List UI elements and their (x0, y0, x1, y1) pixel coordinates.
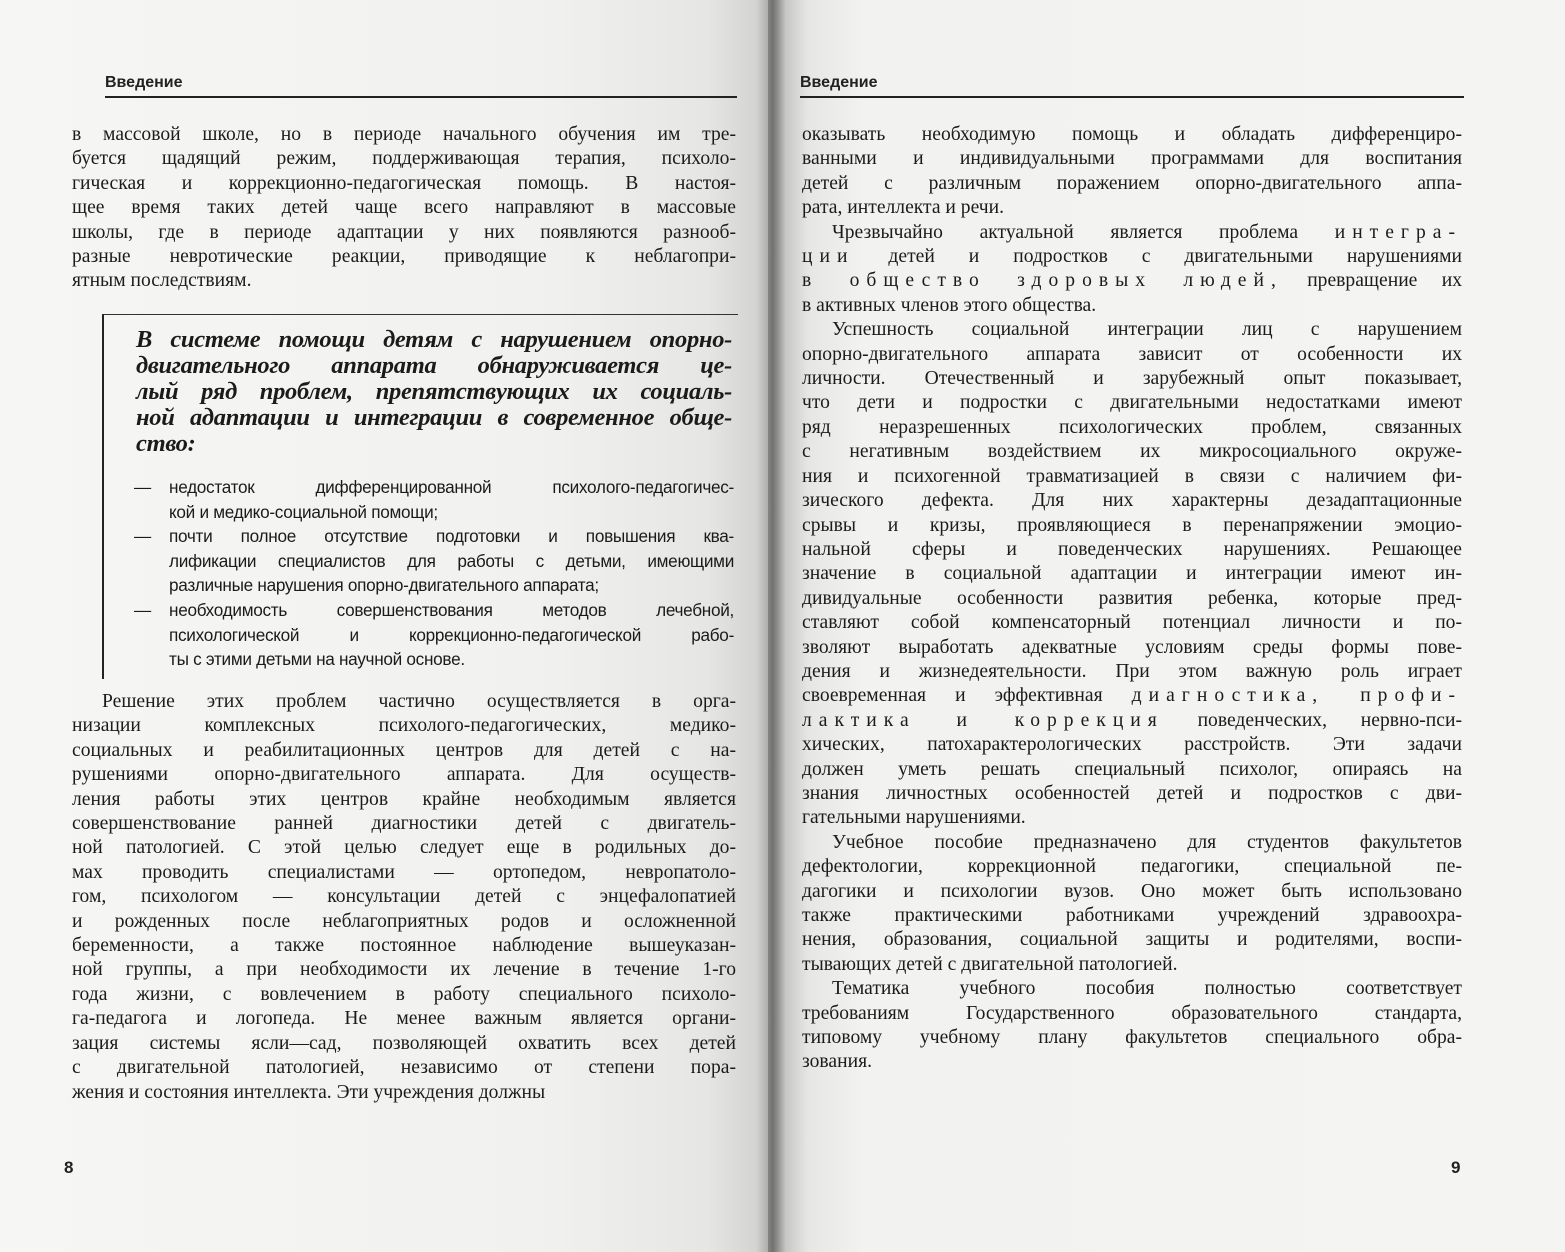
running-head-left: Введение (105, 74, 737, 98)
text-line: зования. (802, 1051, 872, 1073)
text-line: га-педагога и логопеда. Не менее важным является органи- (72, 1008, 736, 1030)
text-line: значение в социальной адаптации и интеграции имеют ин- (802, 563, 1462, 585)
spaced-emphasis: ции (802, 246, 855, 268)
text-line: Учебное пособие предназначено для студентов факультетов (832, 831, 1462, 853)
text-line: недостаток дифференцированной психолого-педагогичес- (169, 477, 734, 497)
text-line: психологической и коррекционно-педагогической рабо- (169, 624, 734, 645)
text-line: ния и психогенной травматизацией в связи с наличием фи- (802, 465, 1462, 487)
spaced-emphasis: интегра- (1334, 221, 1462, 243)
text-run: гательными нарушениями. (802, 807, 1026, 829)
text-line: лый ряд проблем, препятствующих их социаль- (136, 378, 732, 405)
text-line: дефектологии, коррекционной педагогики, специальной пе- (802, 856, 1462, 878)
text-line (802, 709, 1462, 733)
text-line: ной группы, а при необходимости их лечение в течение 1-го (72, 959, 736, 981)
list-dash: — (134, 477, 151, 497)
list-dash: — (134, 599, 151, 620)
text-line (802, 245, 1462, 269)
text-line: гом, психологом — консультации детей с энцефалопатией (72, 886, 736, 908)
text-line: почти полное отсутствие подготовки и повышения ква- (169, 526, 734, 547)
text-line: Тематика учебного пособия полностью соответствует (832, 978, 1462, 1000)
callout-box (102, 314, 738, 679)
callout-list (134, 475, 734, 672)
page-number-right: 9 (1451, 1158, 1461, 1177)
text-run: хических, патохарактерологических расстройств. Эти задачи (802, 734, 1462, 756)
text-run: знания личностных особенностей детей и подростков с дви- (802, 782, 1462, 804)
text-line: личности. Отечественный и зарубежный опыт показывает, (802, 368, 1462, 390)
text-line: необходимость совершенствования методов лечебной, (169, 599, 734, 620)
text-line: типовому учебному плану факультетов специального обра- (802, 1027, 1462, 1049)
paragraph (802, 831, 1462, 977)
text-line: Решение этих проблем частично осуществляется в орга- (102, 691, 736, 712)
text-line: беременности, а также постоянное наблюдение вышеуказан- (72, 935, 736, 957)
text-line: с двигательной патологией, независимо от степени пора- (72, 1057, 736, 1079)
text-line: тывающих детей с двигательной патологией. (802, 953, 1178, 975)
list-item-text (169, 598, 734, 672)
text-line: рушениями опорно-двигательного аппарата. Для осуществ- (72, 764, 736, 786)
text-line: что дети и подростки с двигательными недостатками имеют (802, 392, 1462, 414)
text-line: гическая и коррекционно-педагогическая помощь. В настоя- (72, 172, 736, 194)
right-body-text (802, 123, 1462, 1075)
text-run: поведенческих, нервно-пси- (1163, 709, 1462, 731)
text-line: ты с этими детьми на научной основе. (169, 649, 465, 670)
paragraph (802, 318, 1462, 831)
text-run: Чрезвычайно актуальной является проблема (832, 221, 1335, 243)
text-line: опорно-двигательного аппарата зависит от особенности их (802, 343, 1462, 365)
text-line: различные нарушения опорно-двигательного аппарата; (169, 575, 599, 596)
right-page (768, 0, 1565, 1252)
text-line: низации комплексных психолого-педагогических, медико- (72, 715, 736, 737)
text-line: совершенствование ранней диагностики детей с двигатель- (72, 813, 736, 835)
text-line (802, 294, 1462, 318)
text-line: Успешность социальной интеграции лиц с нарушением (832, 319, 1462, 341)
text-line: разные невротические реакции, приводящие к неблагопри- (72, 246, 736, 268)
text-line: дагогики и психологии вузов. Оно может быть использовано (802, 880, 1462, 902)
text-run: в активных членов этого общества. (802, 294, 1097, 316)
list-item-text (169, 524, 734, 598)
text-line (802, 221, 1462, 245)
text-line: социальных и реабилитационных центров для детей с на- (72, 739, 736, 761)
text-line: мах проводить специалистами — ортопедом, невропатоло- (72, 861, 736, 883)
text-line: с негативным воздействием их микросоциального окруже- (802, 441, 1462, 463)
left-bottom-paragraph (72, 690, 736, 1105)
paragraph (802, 977, 1462, 1075)
gutter-shadow (756, 0, 786, 1252)
left-page (0, 0, 768, 1252)
callout-heading (136, 327, 732, 457)
list-dash: — (134, 526, 151, 547)
text-run: детей и подростков с двигательными нарушениями (854, 246, 1462, 268)
text-line: зволяют выработать адекватные условиям среды формы пове- (802, 636, 1462, 658)
text-run: должен уметь решать специальный психолог, опираясь на (802, 758, 1462, 780)
text-run: превращение их (1282, 270, 1462, 292)
text-line: дивидуальные особенности развития ребенка, которые пред- (802, 587, 1462, 609)
text-line: срывы и кризы, проявляющиеся в перенапряжении эмоцио- (802, 514, 1462, 536)
text-line: ной адаптации и интеграции в современное обще- (136, 404, 732, 431)
spaced-emphasis: лактика и коррекция (802, 709, 1164, 731)
text-line: дения и жизнедеятельности. При этом важную роль играет (802, 660, 1462, 682)
paragraph (802, 221, 1462, 319)
text-line: рата, интеллекта и речи. (802, 197, 1005, 219)
text-line (802, 684, 1462, 708)
text-line: в массовой школе, но в периоде начального обучения им тре- (72, 124, 736, 145)
spaced-emphasis: диагностика, профи- (1131, 685, 1462, 707)
text-line: буется щадящий режим, поддерживающая терапия, психоло- (72, 148, 736, 170)
text-run: своевременная и эффективная (802, 685, 1132, 707)
text-line: двигательного аппарата обнаруживается це- (136, 352, 732, 379)
text-line: ряд неразрешенных психологических проблем, связанных (802, 416, 1462, 438)
text-line: щее время таких детей чаще всего направляют в массовые (72, 197, 736, 219)
text-line (802, 758, 1462, 782)
text-line (802, 733, 1462, 757)
text-line: жения и состояния интеллекта. Эти учреждения должны (72, 1081, 546, 1103)
text-line: В системе помощи детям с нарушением опорно- (136, 326, 732, 353)
list-item-text (169, 475, 734, 524)
text-line: оказывать необходимую помощь и обладать дифференциро- (802, 124, 1462, 145)
text-line: школы, где в периоде адаптации у них появляются разнооб- (72, 221, 736, 243)
callout-list-item (134, 475, 734, 524)
page-number-left: 8 (64, 1158, 74, 1177)
text-line: требованиям Государственного образовательного стандарта, (802, 1002, 1462, 1024)
text-line (802, 269, 1462, 293)
text-line (802, 806, 1462, 830)
text-line: также практическими работниками учреждений здравоохра- (802, 905, 1462, 926)
text-line: зация системы ясли—сад, позволяющей охватить всех детей (72, 1032, 736, 1054)
text-line: лификации специалистов для работы с детьми, имеющими (169, 550, 734, 571)
spaced-emphasis: в общество здоровых людей, (802, 270, 1283, 292)
text-line: детей с различным поражением опорно-двигательного аппа- (802, 172, 1462, 194)
text-line: года жизни, с вовлечением в работу специального психоло- (72, 983, 736, 1005)
text-line: ванными и индивидуальными программами для воспитания (802, 148, 1462, 170)
text-line: ставляют собой компенсаторный потенциал личности и по- (802, 612, 1462, 634)
text-line: нальной сферы и поведенческих нарушениях. Решающее (802, 538, 1462, 560)
paragraph (802, 123, 1462, 221)
text-line: зического дефекта. Для них характерны дезадаптационные (802, 490, 1462, 512)
callout-list-item (134, 598, 734, 672)
text-line (802, 782, 1462, 806)
text-line: ления работы этих центров крайне необходимым является (72, 788, 736, 810)
callout-list-item (134, 524, 734, 598)
text-line: нения, образования, социальной защиты и родителями, воспи- (802, 929, 1462, 951)
text-line: кой и медико-социальной помощи; (169, 501, 438, 522)
running-head-right: Введение (800, 74, 1464, 98)
text-line: и рожденных после неблагоприятных родов и осложненной (72, 910, 736, 932)
left-top-paragraph (72, 123, 736, 294)
text-line: ятным последствиям. (72, 270, 252, 292)
text-line: ство: (136, 430, 196, 457)
text-line: ной патологией. С этой целью следует еще в родильных до- (72, 837, 736, 859)
